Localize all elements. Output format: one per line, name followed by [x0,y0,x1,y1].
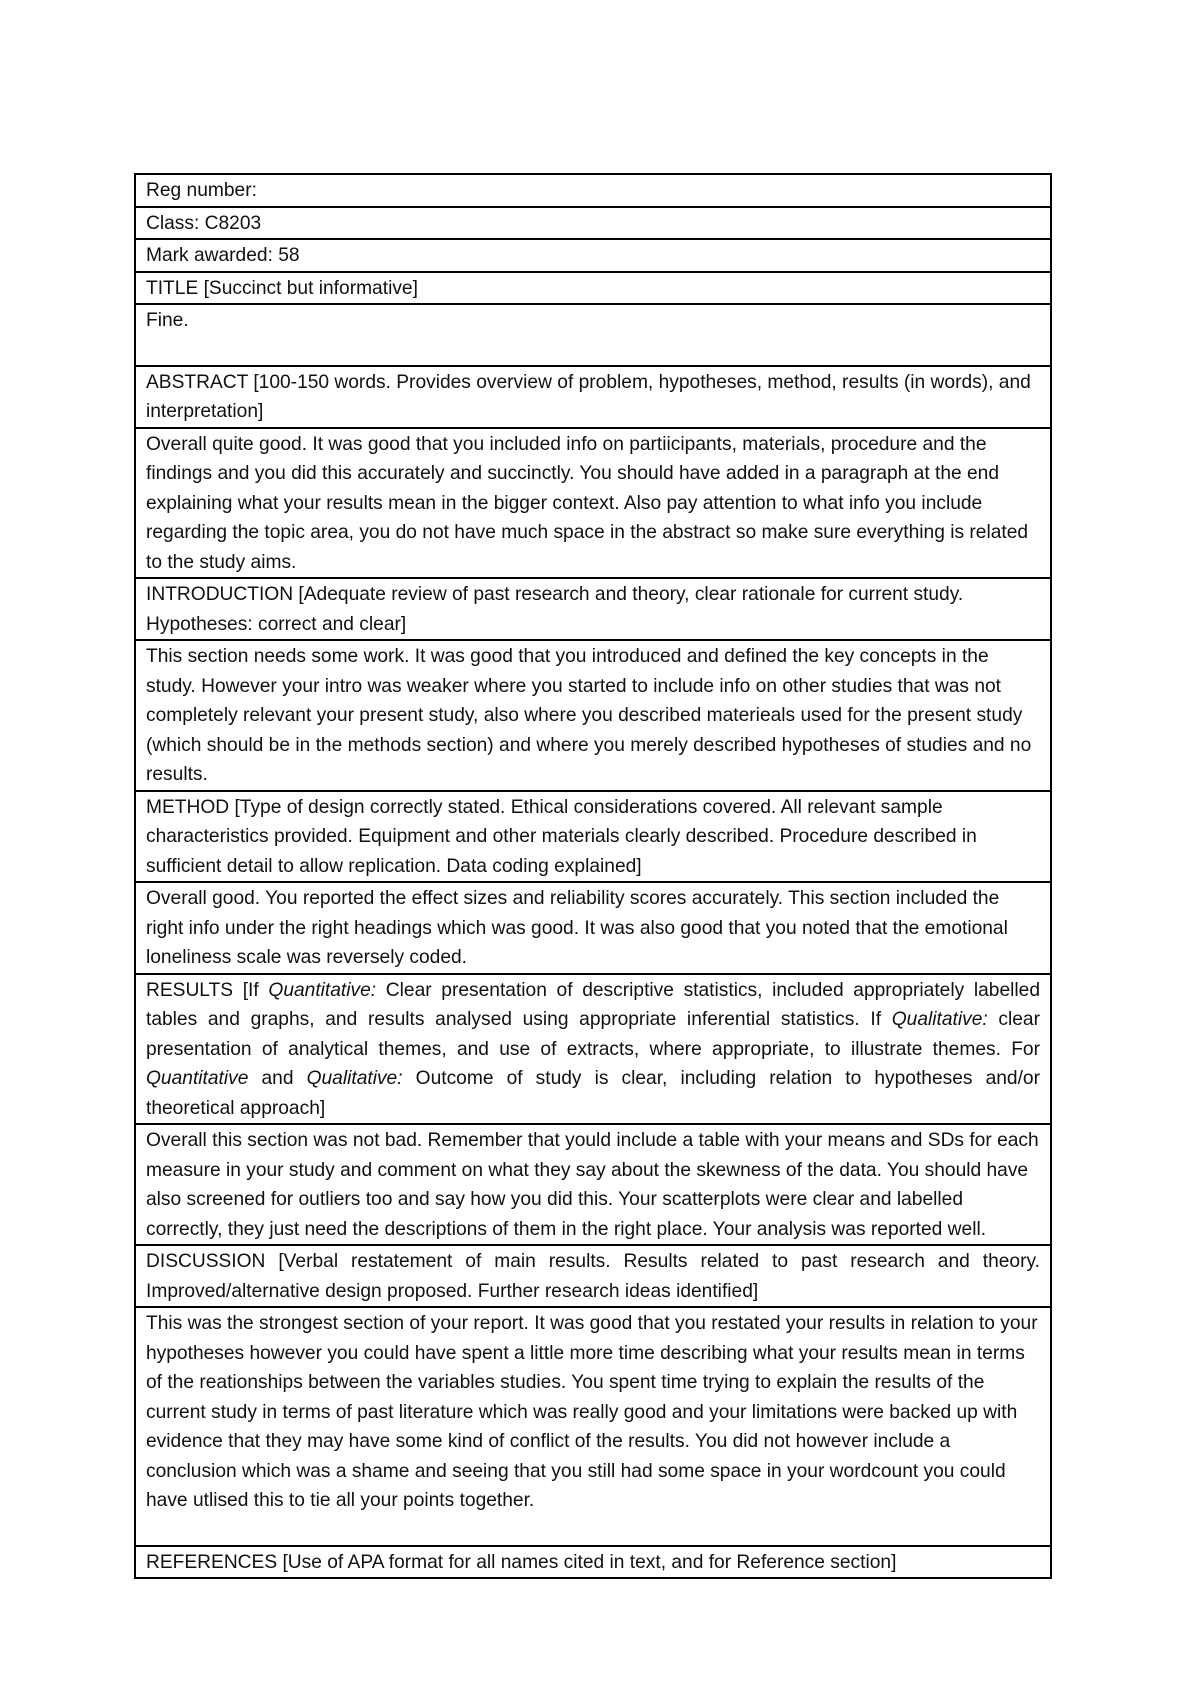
method-feedback-row [136,881,1050,973]
abstract-feedback-text: Overall quite good. It was good that you included info on partiicipants, materials, procedure and the findings and you did this accurately and succinctly. You should have added in a paragraph at the end explaining what your results mean in the bigger context. Also pay attention to what info you include regarding the topic area, you do not have much space in the abstract so make sure everything is related to the study aims. [146,433,1029,573]
results-feedback-text: Overall this section was not bad. Remember that yould include a table with your means and SDs for each measure in your study and comment on what they say about the skewness of the data. You should have also screened for outliers too and say how you did this. Your scatterplots were clear and labelled correctly, they just need the descriptions of them in the right place. Your analysis was reported well. [146,1130,1039,1240]
introduction-criteria-text: INTRODUCTION [Adequate review of past research and theory, clear rationale for current study. Hypotheses: correct and clear] [146,584,964,635]
abstract-criteria-row [136,365,1050,427]
marking-sheet-table [134,173,1052,1579]
mark-awarded-label: Mark awarded: 58 [146,245,300,266]
reg-number-row [136,175,1050,206]
introduction-criteria-row [136,577,1050,639]
results-criteria-part5: Outcome of study is clear, including relation to hypotheses and/or theoretical approach] [146,1068,1040,1119]
discussion-criteria-row [136,1244,1050,1306]
class-row [136,206,1050,239]
title-feedback-text: Fine. [146,310,189,331]
introduction-feedback-text: This section needs some work. It was good that you introduced and defined the key concepts in the study. However your intro was weaker where you started to include info on other studies that was not completely relevant your present study, also where you described materieals used for the present study (which should be in the methods section) and where you merely described hypotheses of studies and no results. [146,646,1032,785]
results-criteria-part4: and [248,1068,307,1089]
title-criteria-text: TITLE [Succinct but informative] [146,277,418,299]
results-criteria-part2: Clear presentation of descriptive statistics, included appropriately labelled tables and graphs, and results analysed using appropriate inferential statistics. If [146,979,1040,1030]
results-criteria-italic-qualitative: Qualitative: [891,1009,988,1030]
reg-number-label: Reg number: [146,180,257,201]
discussion-feedback-blank-line [146,1516,1040,1545]
abstract-criteria-text: ABSTRACT [100-150 words. Provides overview of problem, hypotheses, method, results (in words), and interpretation] [146,371,1031,422]
method-criteria-text: METHOD [Type of design correctly stated. Ethical considerations covered. All relevant sample characteristics provided. Equipment and other materials clearly described. Procedure described in sufficient detail to allow replication. Data coding explained] [146,796,977,877]
introduction-feedback-row [136,639,1050,790]
results-criteria-italic-qualitative-2: Qualitative: [306,1068,403,1089]
discussion-criteria-text: DISCUSSION [Verbal restatement of main results. Results related to past research and theory. Improved/alternative design proposed. Further research ideas identified] [146,1251,1040,1302]
results-criteria-text [146,976,1040,1124]
references-criteria-text: REFERENCES [Use of APA format for all names cited in text, and for Reference section] [146,1551,897,1573]
results-feedback-row [136,1123,1050,1244]
title-feedback-blank-line [146,336,1040,365]
title-criteria-row [136,271,1050,304]
mark-awarded-row [136,238,1050,271]
results-criteria-row [136,973,1050,1124]
abstract-feedback-row [136,427,1050,578]
results-criteria-part1: RESULTS [If [146,979,269,1001]
method-feedback-text: Overall good. You reported the effect sizes and reliability scores accurately. This section included the right info under the right headings which was good. It was also good that you noted that the emotional loneliness scale was reversely coded. [146,888,1008,968]
method-criteria-row [136,790,1050,882]
discussion-feedback-row [136,1306,1050,1545]
results-criteria-italic-quantitative: Quantitative: [268,979,377,1001]
results-criteria-part3: clear presentation of analytical themes, and use of extracts, where appropriate, to illustrate themes. For [146,1009,1040,1060]
class-label: Class: C8203 [146,212,262,234]
discussion-feedback-text: This was the strongest section of your report. It was good that you restated your results in relation to your hypotheses however you could have spent a little more time describing what your results mean in terms of the reationships between the variables studies. You spent time trying to explain the results of the current study in terms of past literature which was really good and your limitations were backed up with evidence that they may have some kind of conflict of the results. You did not however include a conclusion which was a shame and seeing that you still had some space in your wordcount you could have utlised this to tie all your points together. [146,1313,1038,1511]
references-criteria-row [136,1545,1050,1578]
results-criteria-italic-quantitative-2: Quantitative [146,1068,249,1089]
title-feedback-row [136,303,1050,365]
